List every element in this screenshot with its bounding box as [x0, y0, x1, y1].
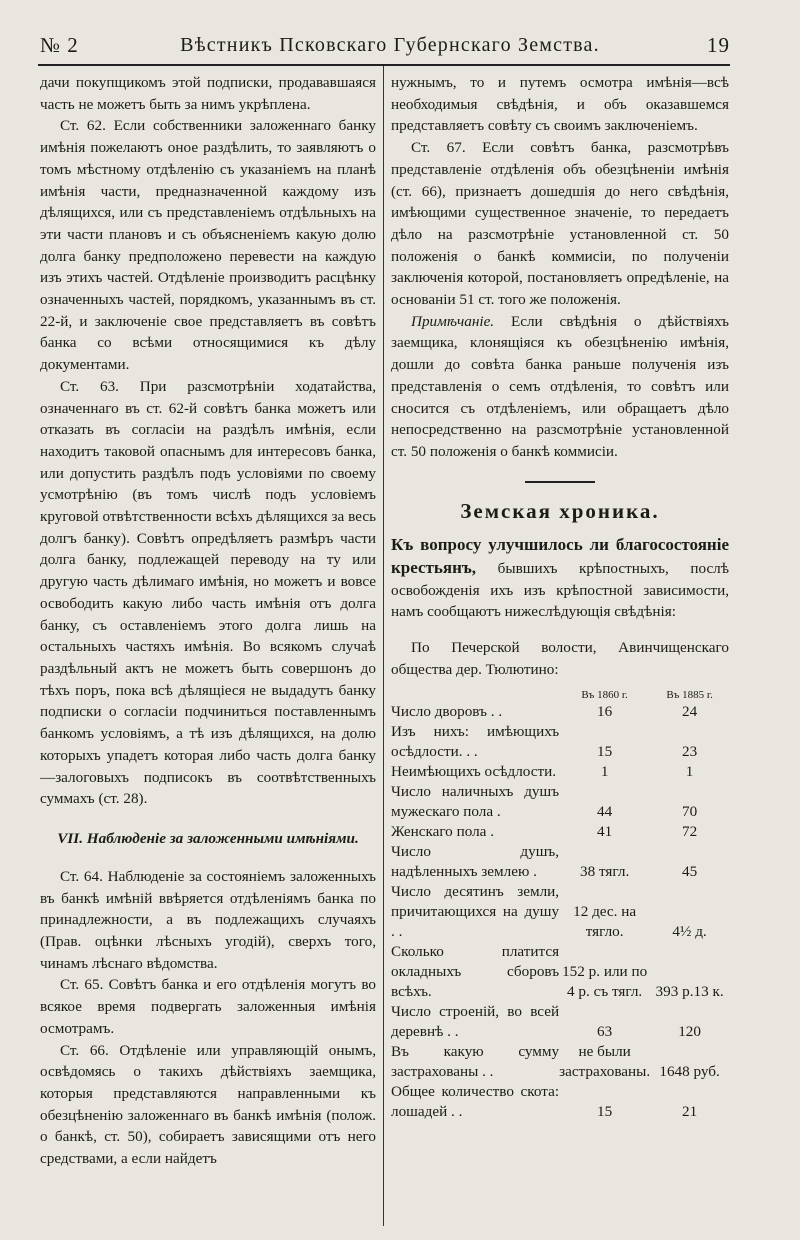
note-text: Если свѣдѣнія о дѣйствіяхъ заемщика, клонящіяся къ обезцѣненію имѣнія, дошли до совѣта банка раньше полученія изъ представленія о семъ отдѣленія, то совѣтъ или сносится съ отдѣленіемъ, или обращаетъ дѣло непосредственно на разсмотрѣніе установленной ст. 50 положенія о банкѣ коммисіи. — [391, 312, 729, 460]
page-number: 19 — [707, 32, 730, 57]
table-row: Женскаго пола . 41 72 — [391, 822, 698, 840]
page-header — [40, 28, 730, 62]
table-row: Неимѣющихъ осѣдлости. 1 1 — [391, 762, 694, 780]
article-intro — [391, 534, 729, 623]
table-header-row — [391, 689, 729, 702]
table-row: Число строеній, во всей деревнѣ . . 63 120 — [391, 1002, 701, 1040]
section-heading: VII. Наблюденіе за заложенными имѣніями. — [57, 829, 359, 847]
table-row: Сколько платится окладныхъ сборовъ всѣхъ. 152 р. или по 4 р. съ тягл. 393 р.13 к. — [391, 942, 724, 1000]
table-row: Въ какую сумму застрахованы . . не были застрахованы. 1648 руб. — [391, 1042, 720, 1080]
article-text: бывшихъ крѣпостныхъ, послѣ освобожденія ихъ изъ крѣпостной зависимости, намъ сообщаютъ нижеслѣдующія свѣдѣнія: — [391, 560, 730, 621]
column-header-1885: Въ 1885 г. — [666, 688, 713, 701]
left-column — [40, 72, 376, 1170]
table-row: Число душъ, надѣленныхъ землею . 38 тягл. 45 — [391, 842, 698, 880]
paragraph-article-62: Ст. 62. Если собственники заложеннаго банку имѣнія пожелаютъ оное раздѣлить, то заявляютъ о томъ мѣстному отдѣленію съ указаніемъ на планѣ имѣнія части, предназначенной каждому изъ дѣлящихся, или съ представленіемъ отдѣльныхъ на эти части плановъ и съ объясненіемъ какую долю долга банку предположено перевести на каждую изъ этихъ частей. Отдѣленіе производитъ расцѣнку означенныхъ частей, порядкомъ, указаннымъ въ ст. 22-й, и заключеніе свое представляетъ въ совѣтъ банка со всѣми относящимися къ дѣлу документами. — [40, 117, 376, 374]
article-title: Къ вопросу улучшилось ли благосостояніе крестьянъ, — [391, 535, 729, 578]
chronicle-heading: Земская хроника. — [460, 498, 660, 523]
right-column — [391, 72, 729, 1122]
paragraph: дачи покупщикомъ этой подписки, продававшаяся часть не можетъ быть за нимъ укрѣплена. — [40, 74, 376, 113]
table-row: Число наличныхъ душъ мужескаго пола . 44 70 — [391, 782, 698, 820]
header-rule — [38, 64, 730, 66]
column-divider — [383, 66, 384, 1226]
statistics-table — [391, 689, 729, 1122]
note-paragraph — [391, 311, 729, 463]
table-row: Общее количество скота: лошадей . . 15 21 — [391, 1082, 698, 1120]
table-intro: По Печерской волости, Авинчищенскаго общества дер. Тюлютино: — [391, 639, 729, 678]
section-rule — [525, 481, 595, 483]
table-row: Число дворовъ . . 16 24 — [391, 702, 698, 720]
issue-number: № 2 — [40, 32, 79, 57]
table-row: Число десятинъ земли, причитающихся на душу . . 12 дес. на тягло. 4½ д. — [391, 882, 707, 940]
journal-title: Вѣстникъ Псковскаго Губернскаго Земства. — [180, 33, 600, 56]
note-label: Примѣчаніе. — [411, 312, 495, 330]
paragraph-article-63: Ст. 63. При разсмотрѣніи ходатайства, означеннаго въ ст. 62-й совѣтъ банка можетъ или отказать въ согласіи на раздѣлъ имѣнія, если находитъ таковой опаснымъ для интересовъ банка, или допустить раздѣлъ подъ условіями по своему усмотрѣнію (въ томъ числѣ подъ условіемъ круговой отвѣтственности всѣхъ дѣлящихся за весь долгъ банку). Совѣтъ опредѣляетъ размѣръ части долга банку, подлежащей переводу на ту или другую часть дѣлимаго имѣнія, но можетъ и вовсе освободить какую либо часть имѣнія отъ долга банку, съ оставленіемъ этого долга лишь на остальныхъ частяхъ имѣнія. Во всякомъ случаѣ раздѣльный актъ не можетъ быть совершонъ до тѣхъ поръ, пока всѣ дѣлящіеся не выдадутъ банку подписки о согласіи подчиниться поставленнымъ банкомъ условіямъ, а тѣ изъ дѣлящихся, на долю которыхъ упадетъ которая либо часть долга банку—залоговыхъ подписокъ въ соотвѣтственныхъ суммахъ (ст. 28). — [40, 377, 376, 808]
column-header-1860: Въ 1860 г. — [581, 688, 628, 701]
paragraph-article-66: Ст. 66. Отдѣленіе или управляющій онымъ, освѣдомясь о такихъ дѣйствіяхъ заемщика, которыя представляются направленными къ обезцѣненію заложеннаго въ банкѣ имѣнія (полож. о банкѣ, ст. 50), собираетъ зависящими отъ него средствами, а если найдетъ — [40, 1041, 376, 1168]
table-row: Изъ нихъ: имѣющихъ осѣдлости. . . 15 23 — [391, 722, 698, 760]
paragraph: нужнымъ, то и путемъ осмотра имѣнія—всѣ необходимыя свѣдѣнія, и объ оказавшемся представляетъ совѣту съ своимъ заключеніемъ. — [391, 74, 729, 135]
paragraph-article-67: Ст. 67. Если совѣтъ банка, разсмотрѣвъ представленіе отдѣленія объ обезцѣненіи имѣнія (ст. 66), признаетъ дошедшія до него свѣдѣнія, имѣющими существенное значеніе, то передаетъ дѣло на разсмотрѣніе установленной ст. 50 положенія о банкѣ коммисіи, по полученіи заключенія которой, постановляетъ опредѣленіе, на основаніи 51 ст. того же положенія. — [391, 139, 729, 309]
paragraph-article-64: Ст. 64. Наблюденіе за состояніемъ заложенныхъ въ банкѣ имѣній ввѣряется отдѣленіямъ банка по принадлежности, а въ подлежащихъ случаяхъ (Прав. оцѣнки лѣсныхъ угодій), сверхъ того, чинамъ лѣснаго вѣдомства. — [40, 867, 376, 972]
paragraph-article-65: Ст. 65. Совѣтъ банка и его отдѣленія могутъ во всякое время подвергать заложенныя имѣнія осмотрамъ. — [40, 976, 376, 1037]
